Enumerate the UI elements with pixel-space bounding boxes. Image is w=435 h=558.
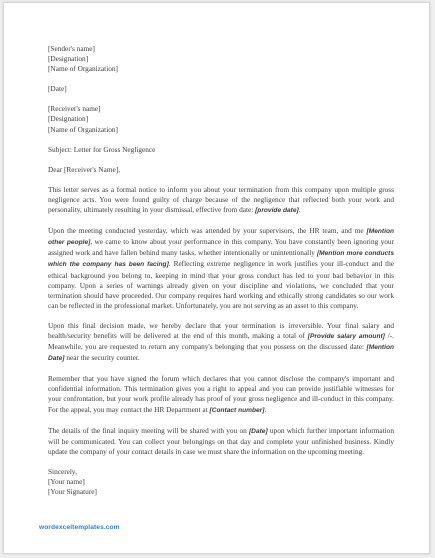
sender-name: [Sender's name] [48, 44, 95, 53]
paragraph-text: Upon the meeting conducted yesterday, which was attended by your supervisors, the HR team, and me [48, 226, 367, 236]
paragraph-text: Upon this final decision made, we hereby declare that your termination is irreversible. Your final salary and health/security benefits will be delivered at the end of this month, making a total of [48, 320, 394, 340]
letter-page [3, 2, 430, 554]
paragraph-5 [48, 426, 394, 457]
sender-organization: [Name of Organization] [48, 64, 118, 74]
placeholder-field: [provide date] [255, 207, 299, 215]
letter-date: [Date] [48, 84, 67, 94]
paragraph-4 [48, 374, 394, 415]
paragraph-text: The details of the final inquiry meeting will be shared with you on [48, 425, 249, 435]
closing: Sincerely, [48, 466, 77, 476]
placeholder-field: [Mention other people] [48, 228, 394, 247]
paragraph-text: . Reflecting extreme negligence in work justifies your ill-conduct and the ethical background you belong to, keeping in mind that your gross conduct has led to your bad behavior in this company. Upon a series of warnings already given on your discipline and violations, we concluded that your termination should have proceeded. Our company requires hard working and ethically strong candidates so our work can be reflected in the professional market. Unfortunately, you are not serving as an asset to this company. [48, 259, 395, 310]
sender-designation: [Designation] [48, 54, 89, 64]
placeholder-field: [Mention Date] [48, 344, 394, 363]
sender-block [48, 44, 394, 74]
receiver-designation: [Designation] [48, 114, 89, 124]
paragraph-1 [48, 185, 394, 216]
receiver-organization: [Name of Organization] [48, 124, 118, 134]
placeholder-field: [Mention more conducts which the company has been facing] [48, 250, 394, 269]
salutation: Dear [Receiver's Name], [48, 164, 121, 174]
footer-website-link[interactable]: wordexceltemplates.com [39, 524, 120, 531]
letter-body [48, 44, 394, 497]
placeholder-field: [Date] [248, 427, 268, 435]
paragraph-text: This letter serves as a formal notice to inform you about your termination from this company upon multiple gross negligence acts. You were found guilty of charge because of the negligence that reflected both your work and personality, ultimately resulting in your dismissal, effective from date: [48, 184, 394, 215]
paragraph-text: upon which further important information will be communicated. You can collect your belongings on that day and complete your unfinished business. Kindly update the company of your contact details in case we must share the information on the upcoming meeting. [48, 425, 394, 456]
placeholder-field: [Provide salary amount] [307, 332, 385, 340]
paragraph-text: /-. Meanwhile, you are requested to return any company's belonging that you possess on the discussed date: [48, 330, 394, 352]
paragraph-2 [48, 226, 394, 311]
paragraph-text: near the security counter. [64, 353, 140, 363]
letter-subject: Subject: Letter for Gross Negligence [48, 144, 156, 154]
receiver-block [48, 104, 394, 134]
paragraph-text: . [264, 404, 267, 414]
signoff-signature: [Your Signature] [48, 487, 97, 497]
placeholder-field: [Contact number] [209, 406, 265, 414]
paragraph-3 [48, 321, 394, 364]
paragraph-text: , we came to know about your performance in this company. You have constantly been ignoring your assigned work and have fallen behind many tasks, whether intentionally or unintentionally [48, 237, 395, 258]
receiver-name: [Receiver's name] [48, 104, 101, 114]
paragraph-text: . [298, 205, 301, 215]
signoff-name: [Your name] [48, 477, 85, 486]
paragraph-text: Remember that you have signed the forum which declares that you cannot disclose the company's important and confidential information. This termination gives you a right to appeal and you can provide justifiable witnesses for your confrontation, but your work profile already has proof of your gross negligence and ill-conduct in this company. For the appeal, you may contact the HR Department at [48, 374, 394, 414]
